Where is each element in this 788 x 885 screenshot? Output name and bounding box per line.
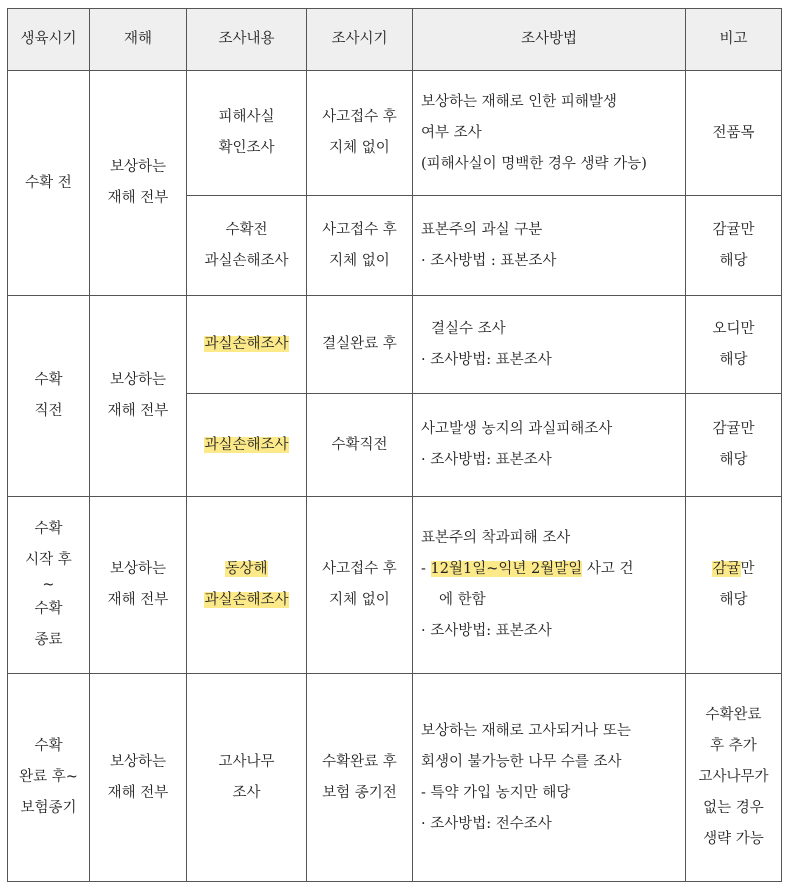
period-text: 시작 후: [25, 552, 72, 568]
content-cell: [187, 394, 307, 497]
period-text: 종료: [34, 632, 63, 648]
highlighted-content-text: 과실손해조사: [204, 436, 289, 453]
method-cell: [413, 497, 686, 674]
disaster-cell: [90, 71, 187, 296]
note-text: 해당: [719, 252, 748, 269]
header-disaster: 재해: [90, 9, 187, 71]
timing-text: 지체 없이: [329, 140, 390, 156]
timing-cell: [307, 674, 413, 882]
period-text: ~: [42, 577, 55, 593]
method-text: · 조사방법: 표본조사: [421, 623, 552, 639]
note-text: 해당: [719, 351, 748, 368]
content-text: 피해사실: [218, 109, 275, 125]
header-row: [8, 9, 782, 71]
note-text: [686, 554, 781, 585]
note-text: 생략 가능: [703, 831, 764, 847]
timing-text: 수확완료 후: [322, 753, 397, 770]
survey-table: [7, 8, 782, 882]
method-cell: [413, 674, 686, 882]
method-text: 에 한함: [439, 592, 486, 608]
timing-text: 사고접수 후: [322, 109, 397, 125]
method-text: 결실수 조사: [431, 320, 506, 337]
timing-text: 보험 종기전: [322, 784, 397, 801]
highlighted-content-text: 과실손해조사: [204, 336, 289, 352]
table-row: [8, 497, 782, 674]
timing-cell: [307, 296, 413, 394]
method-text: · 조사방법: 표본조사: [421, 351, 552, 368]
highlighted-content-text: 동상해: [225, 561, 268, 577]
disaster-text: 재해 전부: [107, 403, 169, 419]
method-text: 여부 조사: [421, 124, 482, 141]
note-text: 없는 경우: [703, 800, 764, 816]
disaster-text: 보상하는: [109, 372, 167, 388]
highlighted-note-text: 감귤: [712, 561, 741, 577]
content-text: 수확전: [225, 221, 268, 238]
disaster-cell: [90, 497, 187, 674]
disaster-cell: [90, 674, 187, 882]
content-cell: [187, 71, 307, 196]
note-cell: [686, 196, 782, 296]
method-text: · 조사방법 : 표본조사: [421, 252, 557, 269]
timing-text: 수확직전: [331, 436, 388, 453]
content-cell: [187, 674, 307, 882]
note-text: 오디만: [712, 320, 755, 337]
note-text: 전품목: [712, 124, 755, 141]
disaster-text: 보상하는: [109, 753, 167, 770]
period-cell: [8, 497, 90, 674]
note-cell: [686, 296, 782, 394]
disaster-cell: [90, 296, 187, 497]
table-row: [8, 71, 782, 196]
timing-cell: [307, 71, 413, 196]
method-text: (피해사실이 명백한 경우 생략 가능): [421, 155, 647, 172]
period-text: 완료 후~: [19, 769, 78, 785]
note-text: 고사나무가: [698, 769, 769, 785]
period-cell: [8, 674, 90, 882]
method-text: 표본주의 착과피해 조사: [421, 530, 571, 546]
note-text: 후 추가: [710, 738, 757, 754]
timing-text: 지체 없이: [329, 252, 390, 269]
period-text: 수확: [34, 521, 63, 537]
disaster-text: 재해 전부: [107, 784, 169, 801]
note-cell: [686, 71, 782, 196]
period-text: 수확: [34, 372, 63, 388]
header-method: 조사방법: [413, 9, 686, 71]
table-row: [8, 296, 782, 394]
disaster-text: 재해 전부: [107, 592, 169, 608]
note-text: 해당: [719, 452, 748, 468]
header-period: 생육시기: [8, 9, 90, 71]
note-text: 감귤만: [712, 421, 755, 437]
highlighted-content-text: 과실손해조사: [204, 592, 289, 608]
method-text: · 조사방법: 전수조사: [421, 815, 552, 832]
timing-text: 사고접수 후: [322, 561, 397, 577]
table-row: [8, 674, 782, 882]
content-text: 과실손해조사: [204, 252, 289, 269]
period-text: 수확 전: [25, 174, 72, 191]
note-text: 감귤만: [712, 221, 755, 238]
disaster-text: 재해 전부: [107, 190, 169, 206]
period-text: 보험종기: [20, 800, 77, 816]
method-text: [421, 554, 679, 585]
content-text: 확인조사: [218, 140, 275, 156]
note-cell: [686, 497, 782, 674]
method-text: · 조사방법: 표본조사: [421, 452, 552, 468]
content-cell: [187, 196, 307, 296]
content-cell: [187, 497, 307, 674]
timing-cell: [307, 196, 413, 296]
highlighted-date-range: 12월1일~익년 2월말일: [430, 561, 583, 577]
method-cell: [413, 296, 686, 394]
period-cell: [8, 296, 90, 497]
timing-cell: [307, 394, 413, 497]
period-cell: [8, 71, 90, 296]
disaster-text: 보상하는: [109, 159, 167, 175]
content-text: 조사: [232, 784, 261, 801]
header-content: 조사내용: [187, 9, 307, 71]
header-timing: 조사시기: [307, 9, 413, 71]
method-cell: [413, 196, 686, 296]
method-text: 사고발생 농지의 과실피해조사: [421, 421, 613, 437]
method-text: 표본주의 과실 구분: [421, 221, 543, 238]
note-cell: [686, 394, 782, 497]
note-text-tail: 만: [740, 561, 755, 577]
period-text: 수확: [34, 738, 63, 754]
timing-text: 사고접수 후: [322, 221, 397, 238]
disaster-text: 보상하는: [109, 561, 167, 577]
note-cell: [686, 674, 782, 882]
timing-text: 결실완료 후: [322, 336, 397, 352]
content-text: 고사나무: [218, 753, 275, 770]
note-text: 수확완료: [705, 707, 762, 723]
method-text: 보상하는 재해로 인한 피해발생: [421, 93, 617, 110]
method-text-tail: 사고 건: [582, 561, 634, 577]
method-text: 보상하는 재해로 고사되거나 또는: [421, 722, 631, 739]
period-text: 수확: [34, 601, 63, 617]
period-text: 직전: [34, 403, 63, 419]
method-text: - 특약 가입 농지만 해당: [421, 784, 571, 801]
timing-text: 지체 없이: [329, 592, 390, 608]
dash-text: -: [421, 561, 431, 577]
timing-cell: [307, 497, 413, 674]
method-cell: [413, 394, 686, 497]
method-cell: [413, 71, 686, 196]
method-text: 회생이 불가능한 나무 수를 조사: [421, 753, 622, 770]
note-text: 해당: [719, 592, 748, 608]
content-cell: [187, 296, 307, 394]
header-note: 비고: [686, 9, 782, 71]
